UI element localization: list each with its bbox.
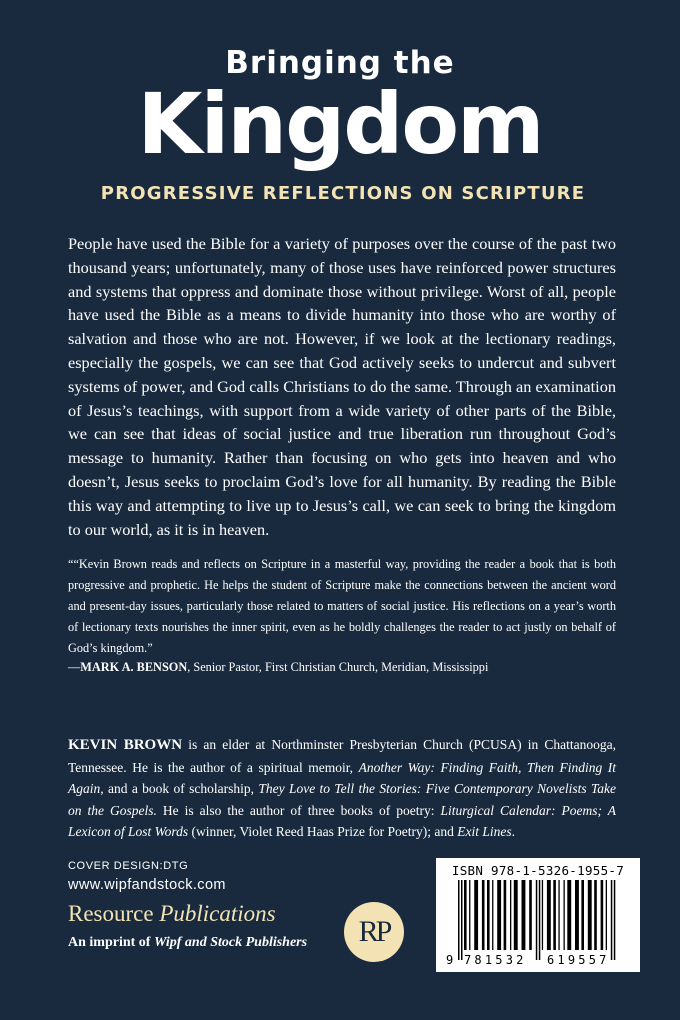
- barcode-bar: [497, 880, 501, 950]
- imprint-name: Wipf and Stock Publishers: [153, 935, 308, 950]
- cover-design-credit: COVER DESIGN:DTG: [68, 860, 189, 872]
- barcode-bar: [601, 880, 604, 950]
- publisher-name-word: Publications: [159, 901, 276, 926]
- publisher-website[interactable]: www.wipfandstock.com: [68, 877, 226, 893]
- author-bio: [68, 734, 616, 843]
- barcode-bar: [504, 880, 507, 950]
- bio-text: .: [511, 824, 515, 840]
- bio-poetry-titles: Liturgical Calendar: Poems; A Lexicon of Lost Words: [68, 802, 616, 840]
- barcode-bar: [458, 880, 460, 960]
- blurb-paragraph: People have used the Bible for a variety of purposes over the course of the past two thousand years; unfortunately, many of those uses have reinforced power structures and systems that oppress and dominate those without privilege. Worst of all, people have used the Bible as a means to divide humanity into those who are worthy of salvation and those who are not. However, if we look at the lectionary readings, especially the gospels, we can see that God actively seeks to undercut and subvert systems of power, and God calls Christians to do the same. Through an examination of Jesus’s teachings, with support from a wide variety of other parts of the Bible, we can see that ideas of social justice and true liberation run throughout God’s message to humanity. Rather than focusing on who gets into heaven and who doesn’t, Jesus seeks to proclaim God’s love for all humanity. By reading the Bible this way and attempting to live up to Jesus’s call, we can seek to bring the kingdom to our world, as it is in heaven.: [68, 234, 616, 539]
- imprint-prefix: An imprint of: [68, 935, 154, 950]
- barcode-digit-first: 9: [446, 953, 454, 966]
- barcode-bar: [461, 880, 463, 960]
- bio-memoir-title: Another Way: Finding Faith, Then Finding It Again: [68, 759, 616, 797]
- endorser-name: MARK A. BENSON: [80, 660, 188, 674]
- barcode-bar: [522, 880, 526, 950]
- barcode-bar: [553, 880, 556, 950]
- barcode-bar: [611, 880, 613, 960]
- rp-logo: [344, 902, 404, 962]
- isbn-label: ISBN 978-1-5326-1955-7: [451, 863, 625, 878]
- title-line-1: Bringing the: [225, 45, 455, 81]
- barcode-bar: [567, 880, 571, 950]
- barcode-bar: [594, 880, 597, 950]
- endorsement-dash: —: [68, 660, 81, 674]
- endorser-role: , Senior Pastor, First Christian Church, Meridian, Mississippi: [187, 660, 489, 674]
- bio-scholarship-title: They Love to Tell the Stories: Five Contemporary Novelists Take on the Gospels.: [68, 781, 616, 818]
- barcode-bar: [614, 880, 616, 960]
- barcode-graphic: [446, 880, 636, 966]
- barcode-bar: [529, 880, 532, 950]
- barcode-bar: [510, 880, 511, 950]
- barcode-bar: [469, 880, 470, 950]
- publisher-name: [68, 900, 276, 928]
- endorsement-attribution: [68, 657, 616, 678]
- barcode-digits-right: 619557: [547, 953, 610, 966]
- barcode-bar: [464, 880, 467, 950]
- barcode-bar: [474, 880, 478, 950]
- barcode-bar: [588, 880, 592, 950]
- subtitle: PROGRESSIVE REFLECTIONS ON SCRIPTURE: [100, 183, 586, 204]
- bio-poetry-title: Exit Lines: [457, 824, 512, 840]
- title-line-2: Kingdom: [137, 75, 543, 173]
- barcode-bar: [487, 880, 490, 950]
- barcode-bar: [564, 880, 565, 950]
- barcode-bar: [482, 880, 485, 950]
- barcode-bar: [536, 880, 538, 960]
- publisher-imprint: [68, 935, 307, 951]
- barcode-bar: [514, 880, 518, 950]
- barcode-bar: [575, 880, 579, 950]
- publisher-name-word: Resource: [68, 901, 154, 926]
- bio-text: is an elder at Northminster Presbyterian Church (PCUSA) in Chattanooga, Tennessee. He is the author of a spiritual memoir,: [68, 737, 616, 775]
- barcode-digits-left: 781532: [464, 953, 527, 966]
- barcode-bar: [581, 880, 584, 950]
- bio-text: , and a book of scholarship,: [100, 781, 259, 797]
- barcode-bar: [547, 880, 551, 950]
- bio-text: (winner, Violet Reed Haas Prize for Poetry); and: [188, 824, 458, 840]
- barcode-bar: [542, 880, 543, 950]
- barcode-bar: [558, 880, 559, 950]
- bio-text: He is also the author of three books of poetry:: [156, 802, 441, 818]
- rp-logo-text: RP: [358, 915, 390, 948]
- endorsement-quote: ““Kevin Brown reads and reflects on Scripture in a masterful way, providing the reader a book that is both progressive and prophetic. He helps the student of Scripture make the connections between the ancient word and present-day issues, particularly those related to matters of social justice. His reflections on a year’s worth of lectionary texts nourishes the inner spirit, even as he boldly challenges the reader to act justly on behalf of God’s kingdom.”: [68, 557, 616, 655]
- barcode-bar: [539, 880, 541, 960]
- barcode-bar: [492, 880, 493, 950]
- isbn-barcode: [436, 858, 640, 972]
- author-name: KEVIN BROWN: [68, 737, 183, 753]
- barcode-bar: [606, 880, 607, 950]
- barcode-bars: [446, 880, 636, 966]
